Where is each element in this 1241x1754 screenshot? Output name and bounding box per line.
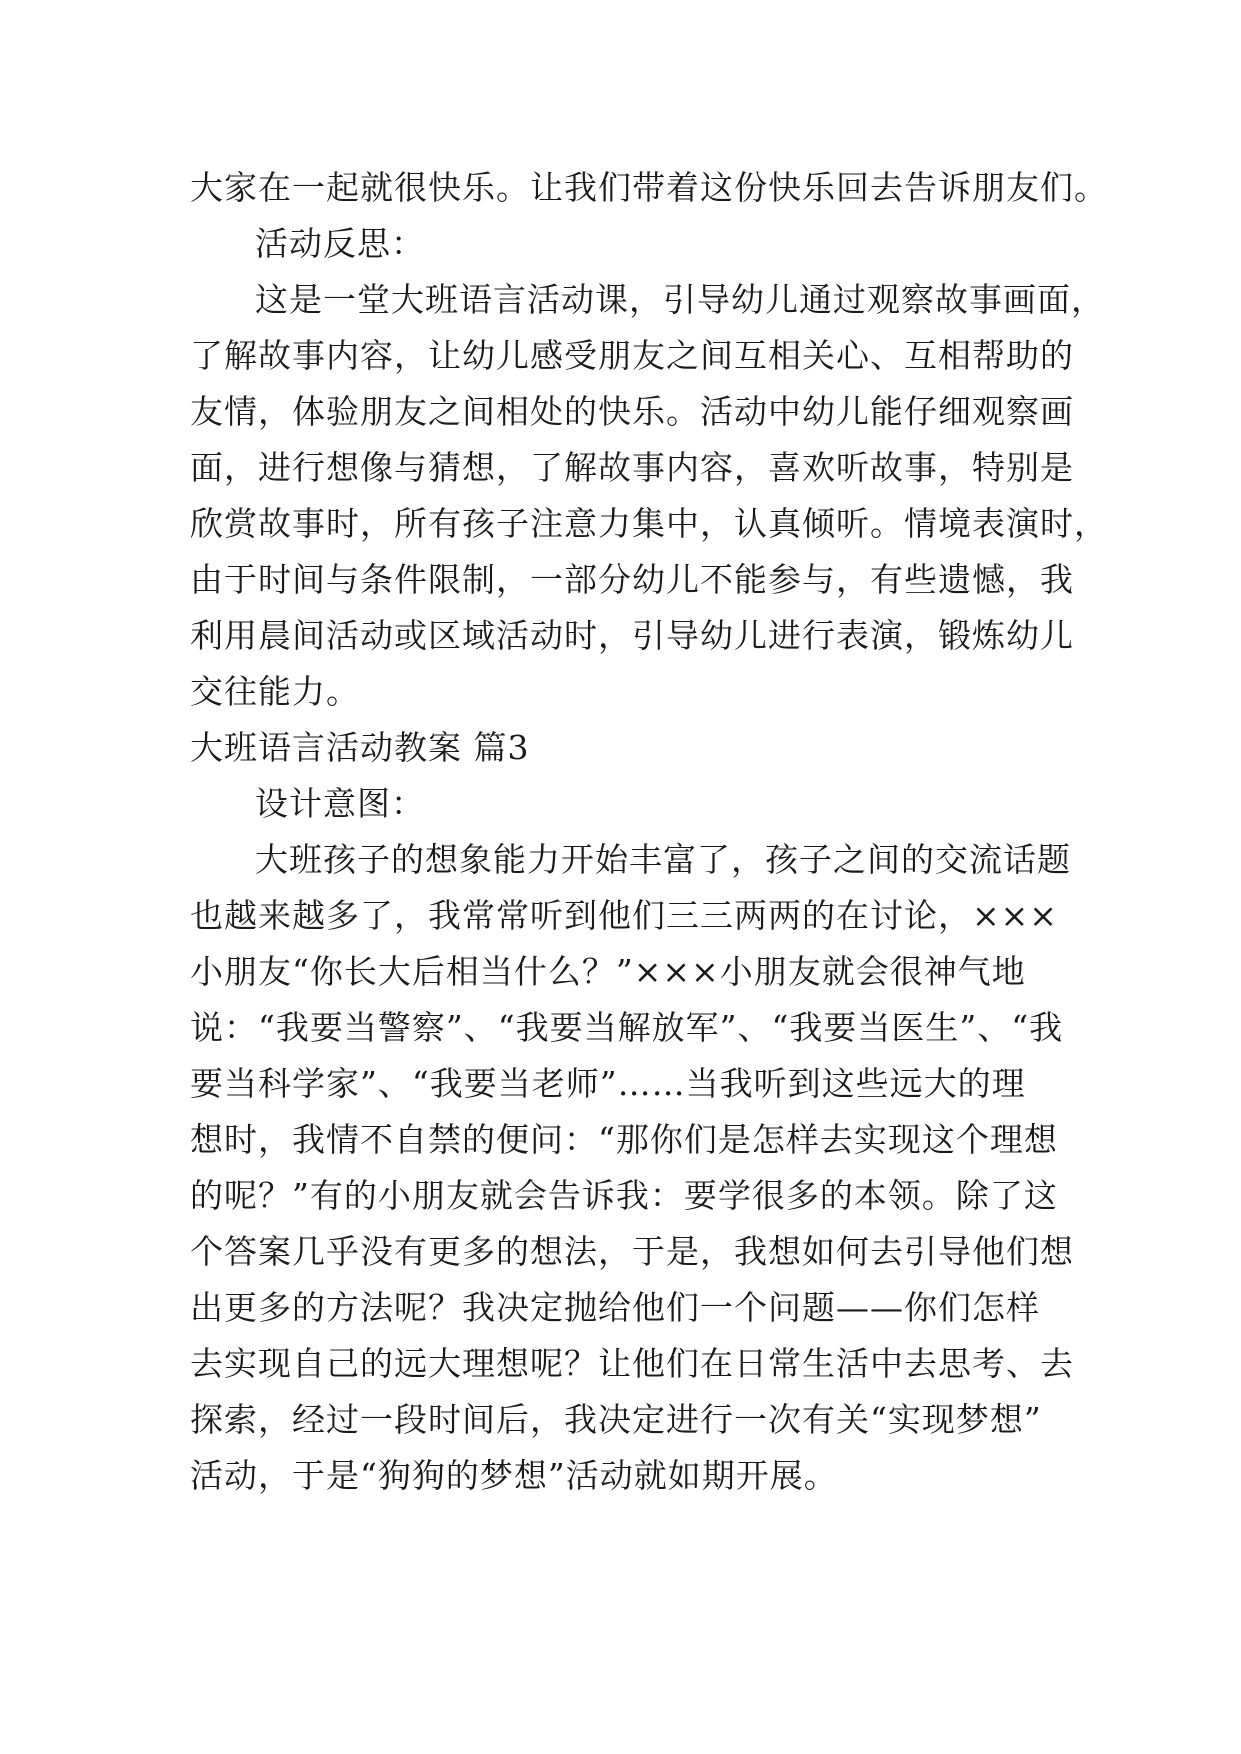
paragraph-line: 个答案几乎没有更多的想法，于是，我想如何去引导他们想 <box>190 1232 1074 1271</box>
paragraph-line: 大班孩子的想象能力开始丰富了，孩子之间的交流话题 <box>255 840 1071 879</box>
paragraph-line: 小朋友“你长大后相当什么？”×××小朋友就会很神气地 <box>190 952 1026 991</box>
paragraph-line: 活动，于是“狗狗的梦想”活动就如期开展。 <box>190 1456 838 1495</box>
paragraph-line: 这是一堂大班语言活动课，引导幼儿通过观察故事画面， <box>255 280 1105 319</box>
paragraph-line: 想时，我情不自禁的便问：“那你们是怎样去实现这个理想 <box>190 1120 1058 1159</box>
section-heading-design-intent: 设计意图： <box>255 784 425 823</box>
paragraph-line: 说：“我要当警察”、“我要当解放军”、“我要当医生”、“我 <box>190 1008 1064 1047</box>
paragraph-line: 交往能力。 <box>190 672 360 711</box>
paragraph-line: 也越来越多了，我常常听到他们三三两两的在讨论，××× <box>190 896 1058 935</box>
section-heading-reflection: 活动反思： <box>255 224 425 263</box>
paragraph-line: 欣赏故事时，所有孩子注意力集中，认真倾听。情境表演时， <box>190 504 1108 543</box>
paragraph-line: 了解故事内容，让幼儿感受朋友之间互相关心、互相帮助的 <box>190 336 1074 375</box>
paragraph-line: 面，进行想像与猜想，了解故事内容，喜欢听故事，特别是 <box>190 448 1074 487</box>
paragraph-line: 友情，体验朋友之间相处的快乐。活动中幼儿能仔细观察画 <box>190 392 1074 431</box>
paragraph-line: 要当科学家”、“我要当老师”……当我听到这些远大的理 <box>190 1064 1026 1103</box>
section-title: 大班语言活动教案 篇3 <box>190 728 530 767</box>
paragraph-line: 的呢？”有的小朋友就会告诉我：要学很多的本领。除了这 <box>190 1176 1058 1215</box>
paragraph-line: 大家在一起就很快乐。让我们带着这份快乐回去告诉朋友们。 <box>190 168 1108 207</box>
paragraph-line: 由于时间与条件限制，一部分幼儿不能参与，有些遗憾，我 <box>190 560 1074 599</box>
paragraph-line: 利用晨间活动或区域活动时，引导幼儿进行表演，锻炼幼儿 <box>190 616 1074 655</box>
paragraph-line: 出更多的方法呢？我决定抛给他们一个问题——你们怎样 <box>190 1288 1040 1327</box>
paragraph-line: 去实现自己的远大理想呢？让他们在日常生活中去思考、去 <box>190 1344 1074 1383</box>
paragraph-line: 探索，经过一段时间后，我决定进行一次有关“实现梦想” <box>190 1400 1042 1439</box>
